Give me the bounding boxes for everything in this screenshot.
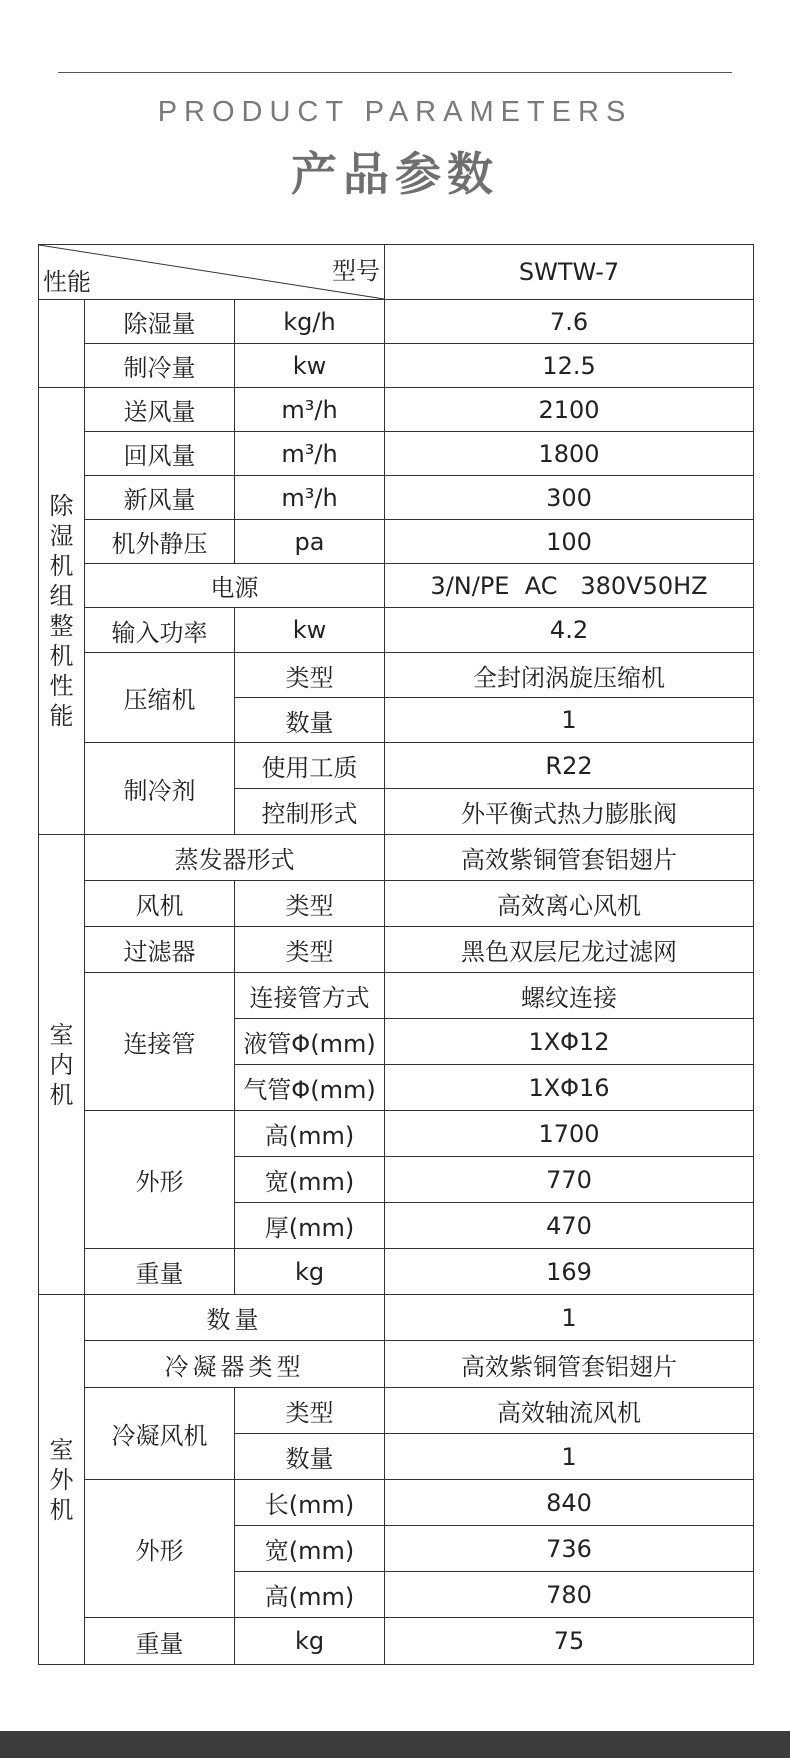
- fan-label: 风机: [85, 881, 235, 927]
- table-row: [39, 432, 754, 476]
- pipe-method-label: 连接管方式: [235, 973, 385, 1019]
- supply-air-unit: m³/h: [235, 388, 385, 432]
- performance-label: 性能: [43, 268, 91, 296]
- table-row: [39, 476, 754, 520]
- group-char: 内: [49, 1050, 74, 1079]
- cond-fan-qty-label: 数量: [235, 1434, 385, 1480]
- compressor-type-label: 类型: [235, 653, 385, 698]
- table-row: [39, 344, 754, 388]
- indoor-weight-label: 重量: [85, 1249, 235, 1295]
- indoor-dim-label: 外形: [85, 1111, 235, 1249]
- table-row: [39, 520, 754, 564]
- cond-fan-type-value: 高效轴流风机: [385, 1388, 754, 1434]
- outdoor-height-value: 780: [385, 1572, 754, 1618]
- table-row: [39, 564, 754, 608]
- evaporator-value: 高效紫铜管套铝翅片: [385, 835, 754, 881]
- model-label: 型号: [332, 257, 381, 285]
- table-row: [39, 608, 754, 653]
- pipe-gas-label: 气管Φ(mm): [235, 1065, 385, 1111]
- static-pressure-value: 100: [385, 520, 754, 564]
- input-power-unit: kw: [235, 608, 385, 653]
- pipe-label: 连接管: [85, 973, 235, 1111]
- return-air-label: 回风量: [85, 432, 235, 476]
- filter-label: 过滤器: [85, 927, 235, 973]
- cooling-unit: kw: [235, 344, 385, 388]
- table-row: [39, 1111, 754, 1157]
- refrigerant-label: 制冷剂: [85, 743, 235, 835]
- table-row: [39, 1480, 754, 1526]
- return-air-value: 1800: [385, 432, 754, 476]
- bottom-bar: [0, 1731, 790, 1758]
- fan-value: 高效离心风机: [385, 881, 754, 927]
- unit-group-text: [39, 491, 84, 731]
- outdoor-qty-label: 数量: [85, 1295, 385, 1341]
- dehum-label: 除湿量: [85, 300, 235, 344]
- power-supply-label: 电源: [85, 564, 385, 608]
- table-row: [39, 388, 754, 432]
- group-char: 除: [49, 492, 74, 520]
- refrigerant-control-label: 控制形式: [235, 789, 385, 835]
- indoor-weight-value: 169: [385, 1249, 754, 1295]
- pipe-liquid-label: 液管Φ(mm): [235, 1019, 385, 1065]
- indoor-height-value: 1700: [385, 1111, 754, 1157]
- group-char: 湿: [49, 522, 74, 550]
- static-pressure-unit: pa: [235, 520, 385, 564]
- table-row: [39, 1618, 754, 1665]
- top-divider: [58, 72, 732, 73]
- parameters-table: [38, 244, 754, 1665]
- group-char: 机: [49, 1080, 74, 1109]
- dehum-value: 7.6: [385, 300, 754, 344]
- table-row: [39, 653, 754, 698]
- table-row: [39, 245, 754, 300]
- cond-fan-label: 冷凝风机: [85, 1388, 235, 1480]
- cond-fan-qty-value: 1: [385, 1434, 754, 1480]
- outdoor-length-value: 840: [385, 1480, 754, 1526]
- compressor-type-value: 全封闭涡旋压缩机: [385, 653, 754, 698]
- group-char: 能: [49, 702, 74, 730]
- return-air-unit: m³/h: [235, 432, 385, 476]
- outdoor-weight-value: 75: [385, 1618, 754, 1665]
- condenser-label: 冷凝器类型: [85, 1341, 385, 1388]
- table-row: [39, 1388, 754, 1434]
- group-char: 室: [49, 1020, 74, 1049]
- pipe-method-value: 螺纹连接: [385, 973, 754, 1019]
- compressor-qty-value: 1: [385, 698, 754, 743]
- indoor-weight-unit: kg: [235, 1249, 385, 1295]
- group-char: 组: [49, 582, 74, 610]
- cooling-label: 制冷量: [85, 344, 235, 388]
- pipe-gas-value: 1XΦ16: [385, 1065, 754, 1111]
- outdoor-length-label: 长(mm): [235, 1480, 385, 1526]
- outdoor-qty-value: 1: [385, 1295, 754, 1341]
- group-char: 整: [49, 612, 74, 640]
- group-char: 室: [49, 1435, 74, 1464]
- cooling-value: 12.5: [385, 344, 754, 388]
- indoor-width-value: 770: [385, 1157, 754, 1203]
- indoor-height-label: 高(mm): [235, 1111, 385, 1157]
- table-row: [39, 881, 754, 927]
- input-power-value: 4.2: [385, 608, 754, 653]
- compressor-qty-label: 数量: [235, 698, 385, 743]
- indoor-group-text: [39, 1020, 84, 1110]
- outdoor-weight-label: 重量: [85, 1618, 235, 1665]
- table-row: [39, 927, 754, 973]
- outdoor-width-label: 宽(mm): [235, 1526, 385, 1572]
- table-row: [39, 973, 754, 1019]
- condenser-value: 高效紫铜管套铝翅片: [385, 1341, 754, 1388]
- blank-group-cell: [39, 300, 85, 388]
- pipe-liquid-value: 1XΦ12: [385, 1019, 754, 1065]
- supply-air-label: 送风量: [85, 388, 235, 432]
- outdoor-group-label: [39, 1295, 85, 1665]
- fresh-air-label: 新风量: [85, 476, 235, 520]
- table-row: [39, 835, 754, 881]
- group-char: 外: [49, 1465, 74, 1494]
- chinese-title: 产品参数: [291, 147, 499, 201]
- evaporator-label: 蒸发器形式: [85, 835, 385, 881]
- indoor-depth-label: 厚(mm): [235, 1203, 385, 1249]
- indoor-group-label: [39, 835, 85, 1295]
- outdoor-weight-unit: kg: [235, 1618, 385, 1665]
- static-pressure-label: 机外静压: [85, 520, 235, 564]
- outdoor-group-text: [39, 1435, 84, 1525]
- outdoor-width-value: 736: [385, 1526, 754, 1572]
- header-diagonal-cell: [39, 245, 385, 300]
- model-value: SWTW-7: [385, 245, 754, 300]
- power-supply-value: 3/N/PE AC 380V50HZ: [385, 564, 754, 608]
- fresh-air-value: 300: [385, 476, 754, 520]
- table-row: [39, 300, 754, 344]
- refrigerant-medium-value: R22: [385, 743, 754, 789]
- table-row: [39, 1341, 754, 1388]
- table-row: [39, 1249, 754, 1295]
- refrigerant-medium-label: 使用工质: [235, 743, 385, 789]
- outdoor-dim-label: 外形: [85, 1480, 235, 1618]
- filter-value: 黑色双层尼龙过滤网: [385, 927, 754, 973]
- cond-fan-type-label: 类型: [235, 1388, 385, 1434]
- table-row: [39, 743, 754, 789]
- unit-group-label: [39, 388, 85, 835]
- table-row: [39, 1295, 754, 1341]
- compressor-label: 压缩机: [85, 653, 235, 743]
- supply-air-value: 2100: [385, 388, 754, 432]
- refrigerant-control-value: 外平衡式热力膨胀阀: [385, 789, 754, 835]
- indoor-depth-value: 470: [385, 1203, 754, 1249]
- group-char: 机: [49, 1495, 74, 1524]
- group-char: 性: [49, 672, 74, 700]
- indoor-width-label: 宽(mm): [235, 1157, 385, 1203]
- fresh-air-unit: m³/h: [235, 476, 385, 520]
- group-char: 机: [49, 642, 74, 670]
- group-char: 机: [49, 552, 74, 580]
- filter-sub-label: 类型: [235, 927, 385, 973]
- outdoor-height-label: 高(mm): [235, 1572, 385, 1618]
- english-title: PRODUCT PARAMETERS: [157, 96, 633, 128]
- fan-sub-label: 类型: [235, 881, 385, 927]
- dehum-unit: kg/h: [235, 300, 385, 344]
- input-power-label: 输入功率: [85, 608, 235, 653]
